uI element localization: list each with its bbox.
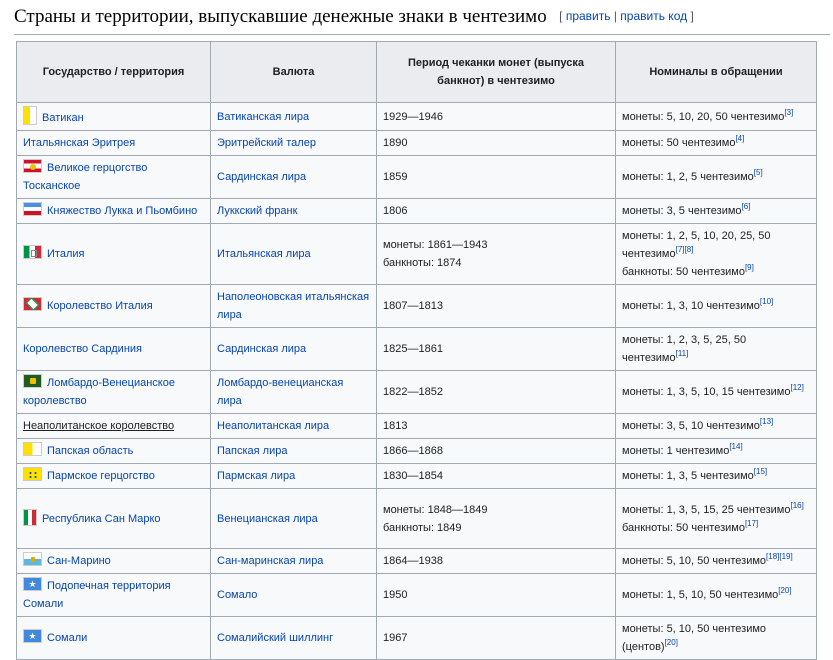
- reference-link[interactable]: [20]: [778, 586, 792, 595]
- currency-cell: [211, 371, 377, 414]
- period-cell: [377, 156, 616, 199]
- table-row: [17, 549, 817, 574]
- denomination-line: [622, 297, 810, 315]
- state-link[interactable]: Княжество Лукка и Пьомбино: [47, 205, 198, 217]
- period-cell: [377, 574, 616, 617]
- currency-cell: [211, 156, 377, 199]
- reference-link[interactable]: [11]: [675, 349, 689, 358]
- currency-link[interactable]: Эритрейский талер: [217, 137, 316, 149]
- state-link[interactable]: Сомали: [47, 632, 88, 644]
- somalia-flag-icon[interactable]: ★: [23, 577, 42, 591]
- denominations-cell: [616, 439, 817, 464]
- table-row: [17, 574, 817, 617]
- period-line: монеты: 1861—1943: [383, 239, 488, 251]
- denomination-text: банкноты: 50 чентезимо: [622, 521, 745, 534]
- denominations-cell: [616, 131, 817, 156]
- currency-cell: [211, 103, 377, 131]
- period-line: 1967: [383, 632, 408, 644]
- table-row: [17, 489, 817, 549]
- currency-link[interactable]: Сан-маринская лира: [217, 555, 324, 567]
- state-cell: [17, 103, 211, 131]
- currency-cell: [211, 464, 377, 489]
- period-cell: [377, 414, 616, 439]
- state-cell: [17, 156, 211, 199]
- currency-cell: [211, 549, 377, 574]
- kingdom-italy-flag-icon[interactable]: [23, 297, 42, 311]
- state-cell: [17, 549, 211, 574]
- state-cell: [17, 131, 211, 156]
- denomination-text: монеты: 1, 3, 5 чентезимо: [622, 470, 754, 482]
- italy-flag-icon[interactable]: [23, 245, 42, 259]
- period-cell: [377, 371, 616, 414]
- denomination-line: [622, 519, 810, 537]
- currency-cell: [211, 489, 377, 549]
- period-cell: [377, 328, 616, 371]
- currency-link[interactable]: Итальянская лира: [217, 248, 311, 260]
- state-link[interactable]: Великое герцогство Тосканское: [23, 162, 148, 192]
- san-marino-flag-icon[interactable]: [23, 552, 42, 566]
- lombardy-venetia-flag-icon[interactable]: [23, 374, 42, 388]
- period-line: банкноты: 1849: [383, 521, 462, 534]
- denominations-cell: [616, 103, 817, 131]
- period-line: 1859: [383, 171, 408, 183]
- column-header-denominations: Номиналы в обращении: [616, 42, 817, 103]
- state-cell: [17, 439, 211, 464]
- denomination-line: [622, 467, 810, 485]
- currency-cell: [211, 199, 377, 224]
- state-cell: [17, 199, 211, 224]
- column-header-currency: Валюта: [211, 42, 377, 103]
- state-link[interactable]: Подопечная территория Сомали: [23, 580, 171, 610]
- currency-link[interactable]: Пармская лира: [217, 470, 296, 482]
- state-link[interactable]: Ломбардо-Венецианское королевство: [23, 377, 175, 407]
- period-cell: [377, 464, 616, 489]
- period-line: 1890: [383, 137, 408, 149]
- reference-link[interactable]: [14]: [729, 442, 743, 451]
- currency-link[interactable]: Неаполитанская лира: [217, 420, 330, 432]
- currency-link[interactable]: Наполеоновская итальянская лира: [217, 291, 370, 321]
- denominations-cell: [616, 489, 817, 549]
- currency-link[interactable]: Сардинская лира: [217, 343, 307, 355]
- denominations-cell: [616, 156, 817, 199]
- state-cell: [17, 328, 211, 371]
- state-cell: [17, 617, 211, 660]
- state-cell: [17, 224, 211, 285]
- denomination-line: [622, 168, 810, 186]
- period-line: 1825—1861: [383, 343, 443, 355]
- period-line: 1830—1854: [383, 470, 443, 482]
- period-line: 1866—1868: [383, 445, 443, 457]
- denominations-cell: [616, 199, 817, 224]
- currency-link[interactable]: Сардинская лира: [217, 171, 307, 183]
- period-line: монеты: 1848—1849: [383, 503, 488, 516]
- reference-link[interactable]: [4]: [735, 134, 745, 143]
- table-row: [17, 285, 817, 328]
- currency-cell: [211, 131, 377, 156]
- denomination-line: [622, 227, 810, 263]
- denominations-cell: [616, 414, 817, 439]
- denomination-text: банкноты: 50 чентезимо: [622, 266, 745, 278]
- state-cell: [17, 414, 211, 439]
- denomination-text: монеты: 5, 10, 20, 50 чентезимо: [622, 110, 785, 123]
- currency-cell: [211, 414, 377, 439]
- state-cell: [17, 464, 211, 489]
- denomination-text: монеты: 1, 3, 5, 15, 25 чентезимо: [622, 503, 791, 516]
- state-link[interactable]: Королевство Италия: [47, 300, 153, 312]
- table-row: [17, 328, 817, 371]
- reference-link[interactable]: [12]: [790, 383, 804, 392]
- state-cell: [17, 574, 211, 617]
- currency-link[interactable]: Сомалийский шиллинг: [217, 632, 334, 644]
- state-link[interactable]: Италия: [47, 248, 85, 260]
- period-line: 1807—1813: [383, 300, 443, 312]
- reference-link[interactable]: [17]: [744, 518, 759, 528]
- table-row: [17, 371, 817, 414]
- state-link[interactable]: Республика Сан Марко: [42, 513, 161, 525]
- table-row: [17, 131, 817, 156]
- period-cell: [377, 617, 616, 660]
- denomination-line: [622, 620, 810, 656]
- period-cell: [377, 131, 616, 156]
- cents-issuers-table: [16, 41, 817, 660]
- denominations-cell: [616, 371, 817, 414]
- currency-link[interactable]: Сомало: [217, 589, 258, 601]
- denomination-line: [622, 586, 810, 604]
- reference-link[interactable]: [15]: [753, 467, 768, 476]
- denominations-cell: [616, 464, 817, 489]
- denomination-text: монеты: 1, 3, 10 чентезимо: [622, 300, 760, 312]
- edit-section-links: [ править | править код ]: [559, 9, 694, 23]
- denomination-text: монеты: 3, 5, 10 чентезимо: [622, 420, 760, 432]
- reference-link[interactable]: [20]: [664, 638, 678, 647]
- currency-link[interactable]: Ломбардо-венецианская лира: [217, 377, 344, 407]
- table-row: [17, 199, 817, 224]
- period-line: 1950: [383, 589, 408, 601]
- denomination-line: [622, 108, 810, 126]
- state-link[interactable]: Папская область: [47, 445, 134, 457]
- state-link[interactable]: Ватикан: [42, 112, 84, 124]
- table-row: [17, 414, 817, 439]
- table-row: [17, 156, 817, 199]
- state-cell: [17, 371, 211, 414]
- currency-cell: [211, 285, 377, 328]
- period-line: 1864—1938: [383, 555, 443, 567]
- denomination-line: [622, 417, 810, 435]
- period-cell: [377, 224, 616, 285]
- table-row: [17, 103, 817, 131]
- denominations-cell: [616, 574, 817, 617]
- section-title: Страны и территории, выпускавшие денежные знаки в чентезимо: [14, 6, 547, 27]
- denominations-cell: [616, 617, 817, 660]
- period-line: 1929—1946: [383, 110, 443, 123]
- denominations-cell: [616, 224, 817, 285]
- currency-link[interactable]: Луккский франк: [217, 205, 298, 217]
- currency-cell: [211, 328, 377, 371]
- denomination-text: монеты: 1, 2, 5 чентезимо: [622, 171, 754, 183]
- column-header-state: Государство / территория: [17, 42, 211, 103]
- denomination-line: [622, 331, 810, 367]
- currency-link[interactable]: Венецианская лира: [217, 512, 318, 525]
- somalia-flag-icon[interactable]: ★: [23, 629, 42, 643]
- reference-link[interactable]: [16]: [790, 500, 804, 510]
- currency-cell: [211, 617, 377, 660]
- denomination-text: монеты: 1 чентезимо: [622, 445, 730, 457]
- currency-cell: [211, 224, 377, 285]
- edit-link[interactable]: править: [565, 9, 611, 23]
- denomination-text: монеты: 1, 2, 5, 10, 20, 25, 50 чентезимо: [622, 230, 771, 260]
- period-cell: [377, 103, 616, 131]
- denomination-line: [622, 263, 810, 281]
- reference-link[interactable]: [6]: [741, 202, 751, 211]
- denomination-line: [622, 501, 810, 519]
- reference-link[interactable]: [5]: [753, 168, 763, 177]
- state-link[interactable]: Неаполитанское королевство: [23, 420, 175, 432]
- period-line: 1813: [383, 420, 408, 432]
- currency-cell: [211, 439, 377, 464]
- denomination-line: [622, 202, 810, 220]
- period-cell: [377, 199, 616, 224]
- denomination-text: монеты: 5, 10, 50 чентезимо (центов): [622, 623, 767, 653]
- tuscany-flag-icon[interactable]: [23, 159, 42, 173]
- reference-link[interactable]: [10]: [759, 297, 774, 306]
- denomination-text: монеты: 50 чентезимо: [622, 137, 736, 149]
- table-row: [17, 439, 817, 464]
- denominations-cell: [616, 328, 817, 371]
- period-cell: [377, 285, 616, 328]
- denomination-text: монеты: 1, 3, 5, 10, 15 чентезимо: [622, 386, 791, 398]
- edit-code-link[interactable]: править код: [620, 9, 688, 23]
- period-line: 1822—1852: [383, 386, 443, 398]
- papal-states-flag-icon[interactable]: [23, 442, 42, 456]
- table-row: [17, 617, 817, 660]
- table-header-row: [17, 42, 817, 103]
- denomination-line: [622, 552, 810, 570]
- denominations-cell: [616, 285, 817, 328]
- currency-link[interactable]: Папская лира: [217, 445, 288, 457]
- state-cell: [17, 489, 211, 549]
- reference-link[interactable]: [7][8]: [675, 245, 694, 254]
- denomination-text: монеты: 1, 2, 3, 5, 25, 50 чентезимо: [622, 334, 747, 364]
- denomination-text: монеты: 5, 10, 50 чентезимо: [622, 555, 767, 567]
- san-marco-flag-icon[interactable]: [23, 509, 37, 526]
- table-row: [17, 464, 817, 489]
- currency-link[interactable]: Ватиканская лира: [217, 110, 310, 123]
- table-row: [17, 224, 817, 285]
- reference-link[interactable]: [3]: [784, 107, 794, 117]
- section-heading: [14, 4, 830, 35]
- denomination-line: [622, 383, 810, 401]
- reference-link[interactable]: [9]: [744, 263, 754, 272]
- reference-link[interactable]: [13]: [759, 417, 774, 426]
- lucca-flag-icon[interactable]: [23, 202, 42, 216]
- denomination-line: [622, 442, 810, 460]
- period-cell: [377, 489, 616, 549]
- currency-cell: [211, 574, 377, 617]
- period-line: 1806: [383, 205, 408, 217]
- state-link[interactable]: Пармское герцогство: [47, 470, 155, 482]
- parma-flag-icon[interactable]: [23, 467, 42, 481]
- state-link[interactable]: Королевство Сардиния: [23, 343, 142, 355]
- column-header-period: Период чеканки монет (выпуска банкнот) в чентезимо: [377, 42, 616, 103]
- vatican-flag-icon[interactable]: [23, 106, 37, 125]
- period-cell: [377, 439, 616, 464]
- reference-link[interactable]: [18][19]: [766, 552, 793, 561]
- denomination-text: монеты: 3, 5 чентезимо: [622, 205, 742, 217]
- state-link[interactable]: Сан-Марино: [47, 555, 111, 567]
- denomination-line: [622, 134, 810, 152]
- period-cell: [377, 549, 616, 574]
- state-cell: [17, 285, 211, 328]
- denominations-cell: [616, 549, 817, 574]
- period-line: банкноты: 1874: [383, 257, 462, 269]
- state-link[interactable]: Итальянская Эритрея: [23, 137, 136, 149]
- denomination-text: монеты: 1, 5, 10, 50 чентезимо: [622, 589, 779, 601]
